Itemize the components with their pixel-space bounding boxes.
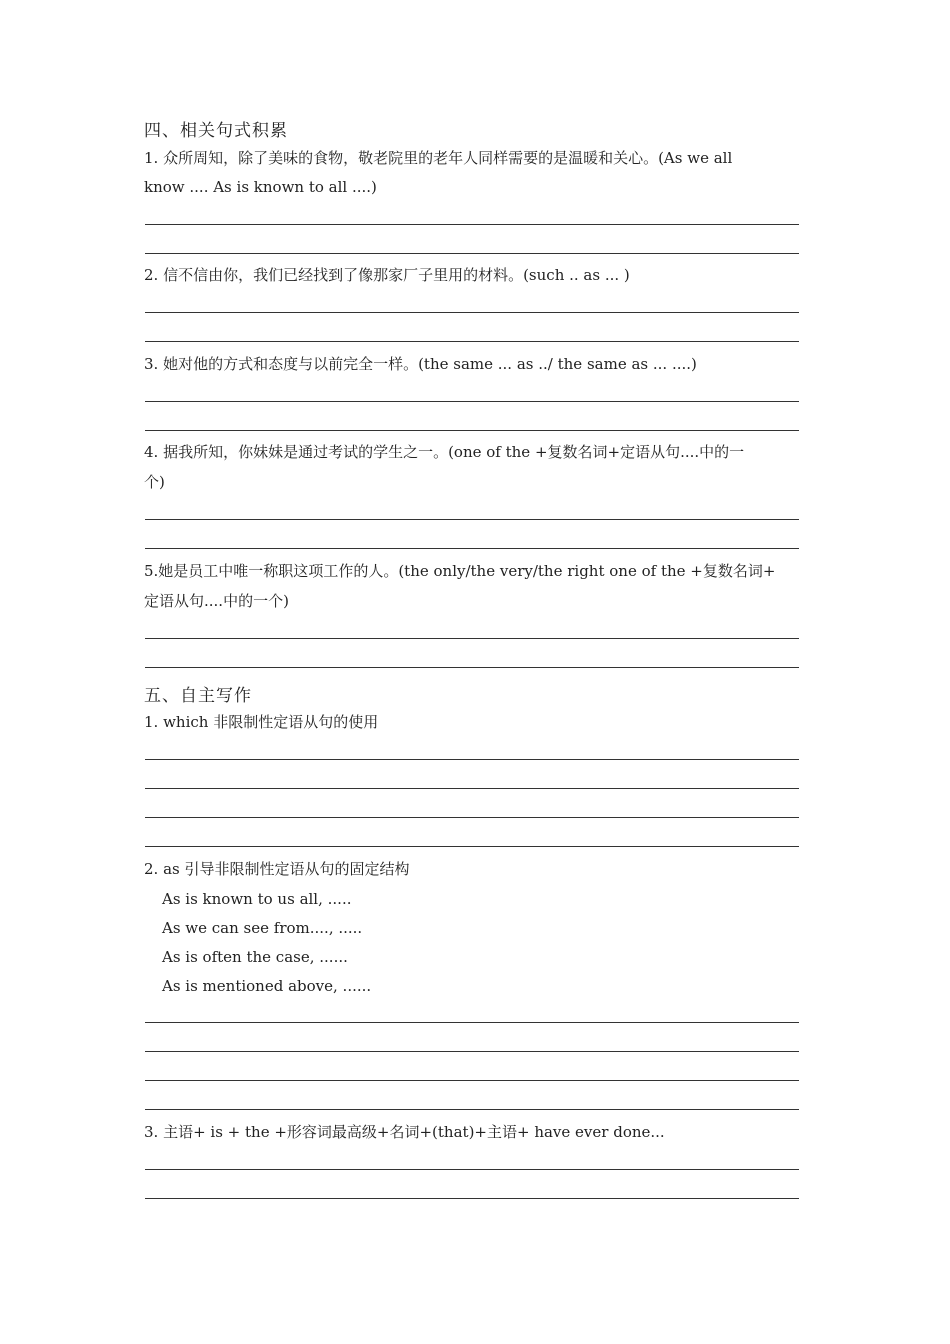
- w3-answer-line[interactable]: [145, 1169, 799, 1170]
- w2-prompt-line-1: 2. as 引导非限制性定语从句的固定结构: [144, 860, 410, 878]
- w3-prompt-line-1: 3. 主语+ is + the +形容词最高级+名词+(that)+主语+ have ever done...: [144, 1123, 665, 1141]
- w1-answer-line[interactable]: [145, 788, 799, 789]
- q5-prompt-line-1: 5.她是员工中唯一称职这项工作的人。(the only/the very/the right one of the +复数名词+: [144, 562, 776, 580]
- q3-answer-line[interactable]: [145, 401, 799, 402]
- q5-answer-line[interactable]: [145, 638, 799, 639]
- w1-answer-line[interactable]: [145, 759, 799, 760]
- q2-answer-line[interactable]: [145, 312, 799, 313]
- q4-prompt-line-2: 个): [144, 473, 165, 491]
- q2-answer-line[interactable]: [145, 341, 799, 342]
- q5-prompt-line-2: 定语从句....中的一个): [144, 592, 289, 610]
- q4-answer-line[interactable]: [145, 548, 799, 549]
- section-5-heading: 五、自主写作: [144, 686, 252, 706]
- q4-answer-line[interactable]: [145, 519, 799, 520]
- w1-prompt-line-1: 1. which 非限制性定语从句的使用: [144, 713, 379, 731]
- q3-answer-line[interactable]: [145, 430, 799, 431]
- q1-prompt-line-1: 1. 众所周知，除了美味的食物，敬老院里的老年人同样需要的是温暖和关心。(As we all: [144, 149, 733, 167]
- w1-answer-line[interactable]: [145, 846, 799, 847]
- q4-prompt-line-1: 4. 据我所知，你妹妹是通过考试的学生之一。(one of the +复数名词+定语从句....中的一: [144, 443, 745, 461]
- w2-example: As is known to us all, .....: [162, 890, 352, 908]
- section-4-heading: 四、相关句式积累: [144, 121, 288, 141]
- w2-answer-line[interactable]: [145, 1109, 799, 1110]
- q1-prompt-line-2: know .... As is known to all ....): [144, 178, 377, 196]
- w2-answer-line[interactable]: [145, 1080, 799, 1081]
- q1-answer-line[interactable]: [145, 253, 799, 254]
- w2-example: As we can see from...., .....: [162, 919, 363, 937]
- w2-answer-line[interactable]: [145, 1051, 799, 1052]
- w3-answer-line[interactable]: [145, 1198, 799, 1199]
- w2-example: As is mentioned above, ......: [162, 977, 372, 995]
- w2-answer-line[interactable]: [145, 1022, 799, 1023]
- q1-answer-line[interactable]: [145, 224, 799, 225]
- q3-prompt-line-1: 3. 她对他的方式和态度与以前完全一样。(the same ... as ../ the same as ... ....): [144, 355, 697, 373]
- q2-prompt-line-1: 2. 信不信由你，我们已经找到了像那家厂子里用的材料。(such .. as ... ): [144, 266, 630, 284]
- w1-answer-line[interactable]: [145, 817, 799, 818]
- w2-example: As is often the case, ......: [162, 948, 348, 966]
- q5-answer-line[interactable]: [145, 667, 799, 668]
